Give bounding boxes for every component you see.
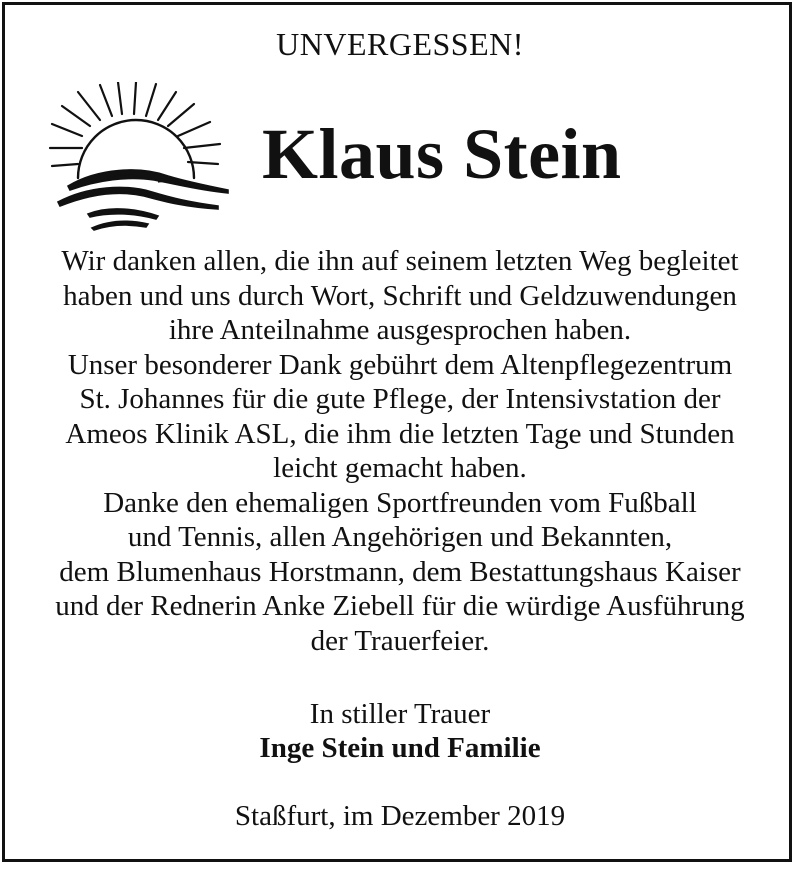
- mourning-line: In stiller Trauer: [309, 698, 491, 730]
- message-line: haben und uns durch Wort, Schrift und Geldzuwendungen: [63, 279, 737, 312]
- sunrise-over-hills-icon: [48, 82, 238, 232]
- message-line: der Trauerfeier.: [310, 624, 490, 657]
- message-line: Wir danken allen, die ihn auf seinem letzten Weg begleitet: [61, 245, 739, 277]
- message-line: dem Blumenhaus Horstmann, dem Bestattungshaus Kaiser: [59, 555, 741, 588]
- message-line: ihre Anteilnahme ausgesprochen haben.: [168, 314, 632, 346]
- message-line: leicht gemacht haben.: [273, 452, 527, 484]
- notice-header: UNVERGESSEN!: [276, 26, 524, 62]
- signatories: Inge Stein und Familie: [259, 732, 541, 764]
- message-line: Unser besonderer Dank gebührt dem Altenpflegezentrum: [67, 348, 733, 381]
- deceased-name: Klaus Stein: [262, 114, 622, 194]
- message-line: St. Johannes für die gute Pflege, der Intensivstation der: [79, 383, 721, 415]
- thanks-message: [0, 244, 800, 658]
- message-line: Ameos Klinik ASL, die ihm die letzten Tage und Stunden: [65, 417, 735, 450]
- place-date: Staßfurt, im Dezember 2019: [234, 800, 566, 832]
- message-line: Danke den ehemaligen Sportfreunden vom Fußball: [103, 486, 697, 519]
- message-line: und der Rednerin Anke Ziebell für die würdige Ausführung: [55, 590, 745, 622]
- message-line: und Tennis, allen Angehörigen und Bekannten,: [127, 521, 673, 553]
